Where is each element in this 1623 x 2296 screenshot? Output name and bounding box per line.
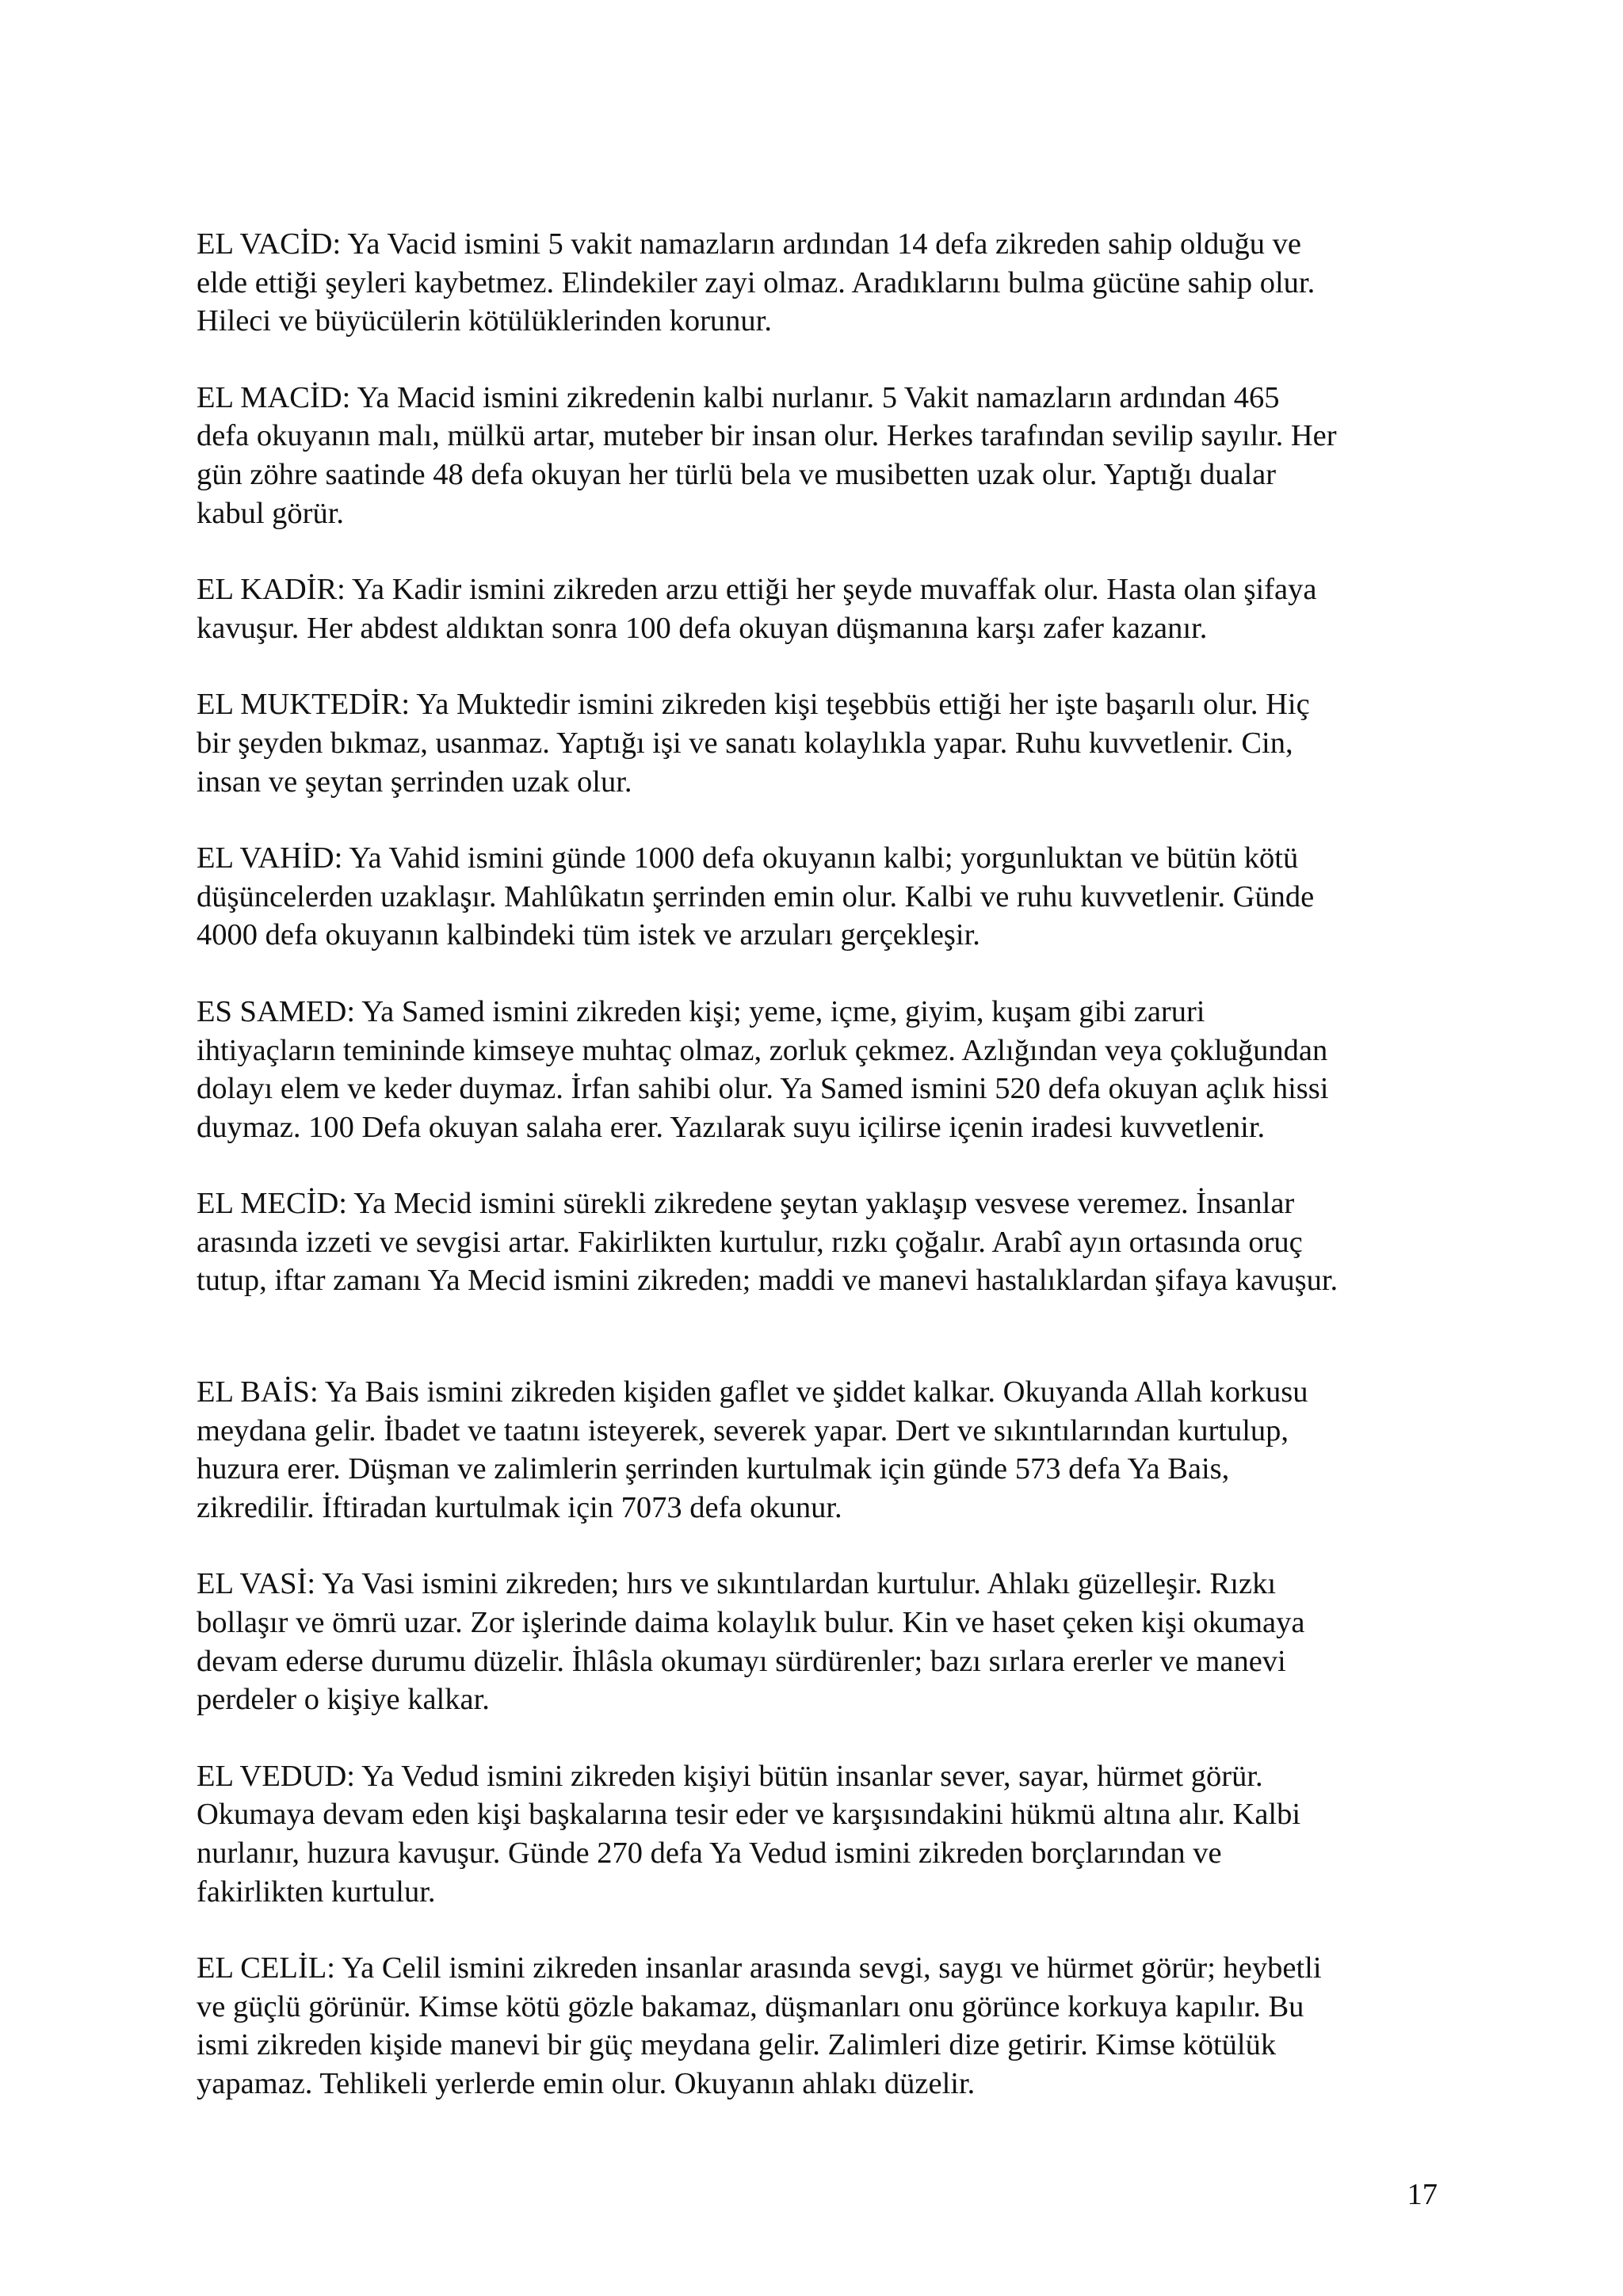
paragraph-el-muktedir: EL MUKTEDİR: Ya Muktedir ismini zikreden kişi teşebbüs ettiği her işte başarılı olur. Hiç bir şeyden bıkmaz, usanmaz. Yaptığı işi ve sanatı kolaylıkla yapar. Ruhu kuvvetlenir. Cin, insan ve şeytan şerrinden uzak olur. [197, 688, 1310, 799]
paragraph-el-kadir: EL KADİR: Ya Kadir ismini zikreden arzu ettiği her şeyde muvaffak olur. Hasta olan şifaya kavuşur. Her abdest aldıktan sonra 100 defa okuyan düşmanına karşı zafer kazanır. [197, 573, 1317, 645]
paragraph-el-bais: EL BAİS: Ya Bais ismini zikreden kişiden gaflet ve şiddet kalkar. Okuyanda Allah korkusu meydana gelir. İbadet ve taatını isteyerek, severek yapar. Dert ve sıkıntılarından kurtulup, huzura erer. Düşman ve zalimlerin şerrinden kurtulmak için günde 573 defa Ya Bais, zikredilir. İftiradan kurtulmak için 7073 defa okunur. [197, 1375, 1308, 1524]
page-number: 17 [1407, 2178, 1438, 2211]
paragraph-el-macid: EL MACİD: Ya Macid ismini zikredenin kalbi nurlanır. 5 Vakit namazların ardından 465 defa okuyanın malı, mülkü artar, muteber bir insan olur. Herkes tarafından sevilip sayılır. Her gün zöhre saatinde 48 defa okuyan her türlü bela ve musibetten uzak olur. Yaptığı dualar kabul görür. [197, 380, 1337, 530]
page-content [197, 225, 1449, 2142]
paragraph-el-celil: EL CELİL: Ya Celil ismini zikreden insanlar arasında sevgi, saygı ve hürmet görür; heybetli ve güçlü görünür. Kimse kötü gözle bakamaz, düşmanları onu görünce korkuya kapılır. Bu ismi zikreden kişide manevi bir güç meydana gelir. Zalimleri dize getirir. Kimse kötülük yapamaz. Tehlikeli yerlerde emin olur. Okuyanın ahlakı düzelir. [197, 1951, 1322, 2100]
paragraph-el-vasi: EL VASİ: Ya Vasi ismini zikreden; hırs ve sıkıntılardan kurtulur. Ahlakı güzelleşir. Rızkı bollaşır ve ömrü uzar. Zor işlerinde daima kolaylık bulur. Kin ve haset çeken kişi okumaya devam ederse durumu düzelir. İhlâsla okumayı sürdürenler; bazı sırlara ererler ve manevi perdeler o kişiye kalkar. [197, 1567, 1305, 1717]
paragraph-el-vahid: EL VAHİD: Ya Vahid ismini günde 1000 defa okuyanın kalbi; yorgunluktan ve bütün kötü düşüncelerden uzaklaşır. Mahlûkatın şerrinden emin olur. Kalbi ve ruhu kuvvetlenir. Günde 4000 defa okuyanın kalbindeki tüm istek ve arzuları gerçekleşir. [197, 841, 1315, 952]
paragraph-el-vacid: EL VACİD: Ya Vacid ismini 5 vakit namazların ardından 14 defa zikreden sahip olduğu ve elde ettiği şeyleri kaybetmez. Elindekiler zayi olmaz. Aradıklarını bulma gücüne sahip olur. Hileci ve büyücülerin kötülüklerinden korunur. [197, 227, 1316, 338]
paragraph-el-mecid: EL MECİD: Ya Mecid ismini sürekli zikredene şeytan yaklaşıp vesvese veremez. İnsanlar arasında izzeti ve sevgisi artar. Fakirlikten kurtulur, rızkı çoğalır. Arabî ayın ortasında oruç tutup, iftar zamanı Ya Mecid ismini zikreden; maddi ve manevi hastalıklardan şifaya kavuşur. [197, 1187, 1338, 1298]
paragraph-es-samed: ES SAMED: Ya Samed ismini zikreden kişi; yeme, içme, giyim, kuşam gibi zaruri ihtiyaçların temininde kimseye muhtaç olmaz, zorluk çekmez. Azlığından veya çokluğundan dolayı elem ve keder duymaz. İrfan sahibi olur. Ya Samed ismini 520 defa okuyan açlık hissi duymaz. 100 Defa okuyan salaha erer. Yazılarak suyu içilirse içenin iradesi kuvvetlenir. [197, 994, 1329, 1144]
paragraph-el-vedud: EL VEDUD: Ya Vedud ismini zikreden kişiyi bütün insanlar sever, sayar, hürmet görür. Okumaya devam eden kişi başkalarına tesir eder ve karşısındakini hükmü altına alır. Kalbi nurlanır, huzura kavuşur. Günde 270 defa Ya Vedud ismini zikreden borçlarından ve fakirlikten kurtulur. [197, 1759, 1301, 1909]
